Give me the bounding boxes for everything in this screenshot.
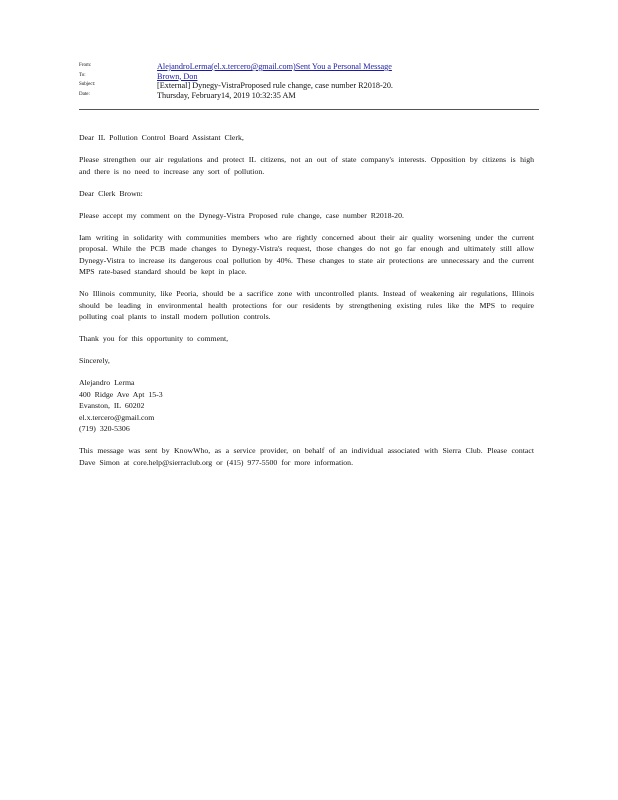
from-row (79, 62, 539, 72)
date-row (79, 91, 539, 101)
to-label: To: (79, 72, 86, 78)
email-body (79, 132, 534, 479)
greeting-clerk-brown: Dear Clerk Brown: (79, 188, 143, 198)
from-label: From: (79, 63, 92, 68)
from-value-link[interactable]: AlejandroLerma(el.x.tercero@gmail.com)Sent You a Personal Message (157, 62, 392, 71)
date-label: Date: (79, 91, 90, 97)
subject-row (79, 81, 539, 91)
to-row (79, 72, 539, 82)
signature-phone: (719) 320-5306 (79, 424, 130, 433)
subject-value: [External] Dynegy-VistraProposed rule change, case number R2018-20. (157, 81, 393, 90)
subject-label: Subject: (79, 82, 96, 87)
thanks-line: Thank you for this opportunity to comment, (79, 334, 229, 343)
signature-name: Alejandro Lerma (79, 378, 135, 387)
paragraph-strengthen: Please strengthen our air regulations and protect IL citizens, not an out of state company's interests. Opposition by citizens is high and there is no need to increase any sort of pollution. (79, 155, 534, 176)
greeting-assistant-clerk: Dear IL Pollution Control Board Assistant Clerk, (79, 133, 244, 142)
paragraph-accept-comment: Please accept my comment on the Dynegy-Vistra Proposed rule change, case number R2018-20. (79, 210, 404, 220)
header-divider (79, 109, 539, 110)
to-value-link[interactable]: Brown, Don (157, 71, 198, 81)
paragraph-solidarity: Iam writing in solidarity with communities members who are rightly concerned about their air quality worsening under the current proposal. While the PCB made changes to Dynegy-Vistra's request, those changes do not go far enough and ultimately still allow Dynegy-Vistra to increase its dangerous coal pollution by 40%. These changes to state air protections are unnecessary and the current MPS rate-based standard should be kept in place. (79, 232, 534, 276)
signature-address1: 400 Ridge Ave Apt 15-3 (79, 389, 163, 399)
signature-address2: Evanston, IL 60202 (79, 401, 145, 410)
signature-block (79, 377, 534, 435)
closing-line: Sincerely, (79, 356, 110, 365)
signature-email: el.x.tercero@gmail.com (79, 412, 155, 422)
paragraph-sacrifice-zone: No Illinois community, like Peoria, should be a sacrifice zone with uncontrolled plants. Instead of weakening air regulations, Illinois should be leading in environmental health protections for our residents by strengthening existing rules like the MPS to require polluting coal plants to install modern pollution controls. (79, 289, 534, 321)
date-value: Thursday, February14, 2019 10:32:35 AM (157, 90, 296, 100)
footer-disclaimer: This message was sent by KnowWho, as a service provider, on behalf of an individual associated with Sierra Club. Please contact Dave Simon at core.help@sierraclub.org or (415) 977-5500 for more information. (79, 446, 534, 467)
email-header (79, 62, 539, 100)
